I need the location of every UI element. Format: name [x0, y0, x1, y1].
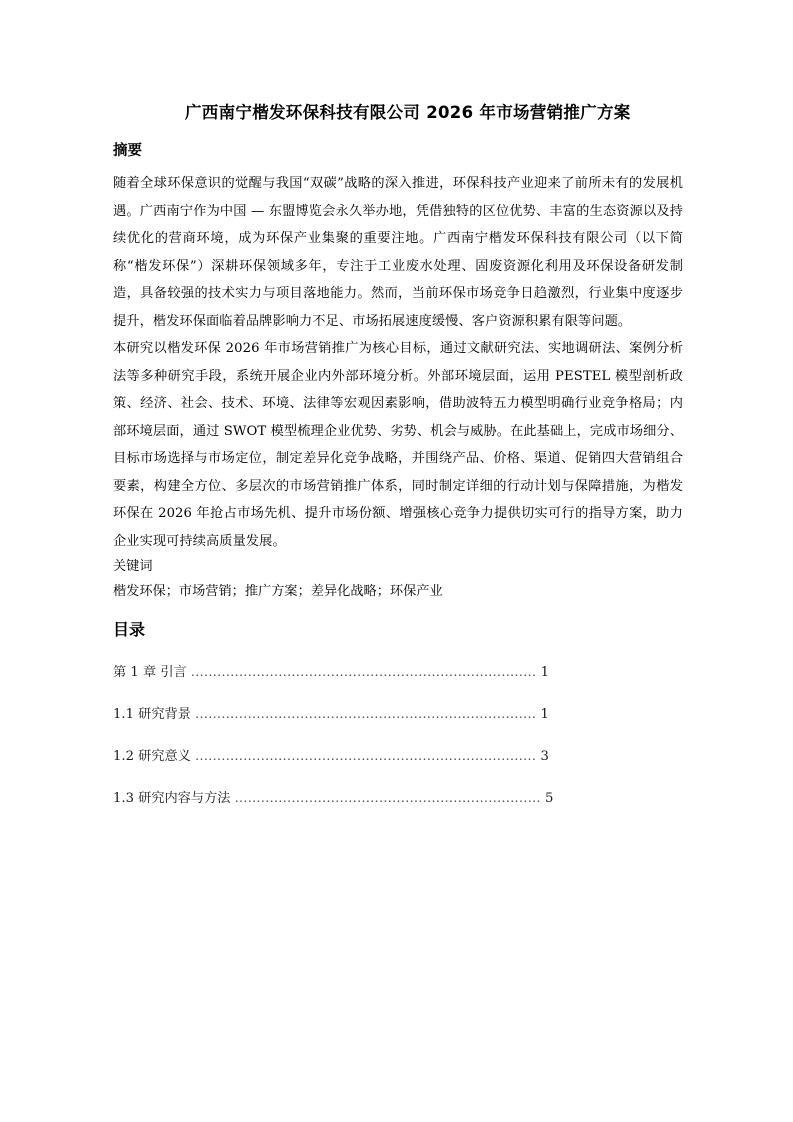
toc-entry[interactable] — [113, 735, 683, 777]
abstract-paragraph-1: 随着全球环保意识的觉醒与我国“双碳”战略的深入推进，环保科技产业迎来了前所未有的发展机遇。广西南宁作为中国 — 东盟博览会永久举办地，凭借独特的区位优势、丰富的生态资源以及持续优化的营商环境，成为环保产业集聚的重要注地。广西南宁楷发环保科技有限公司（以下简称“楷发环保”）深耕环保领域多年，专注于工业废水处理、固废资源化利用及环保设备研发制造，具备较强的技术实力与项目落地能力。然而，当前环保市场竞争日趋激烈，行业集中度逐步提升，楷发环保面临着品牌影响力不足、市场拓展速度缓慢、客户资源积累有限等问题。 — [113, 176, 683, 329]
toc-entry-label: 1.2 研究意义 — [113, 749, 191, 764]
abstract-heading: 摘要 — [113, 143, 142, 159]
toc-entry[interactable] — [113, 693, 683, 735]
toc-entry-dots: .............................................................................. — [195, 706, 537, 721]
toc-entry-page: 3 — [540, 749, 549, 764]
toc-entry-page: 1 — [540, 707, 549, 722]
toc-entry-page: 1 — [540, 665, 550, 680]
toc-entry-label: 1.3 研究内容与方法 — [113, 791, 231, 806]
toc-entry-dots: ............................................................................... — [190, 664, 537, 679]
toc-entry[interactable] — [113, 777, 683, 819]
page-title: 广西南宁楷发环保科技有限公司 2026 年市场营销推广方案 — [185, 103, 631, 122]
keywords-label: 关键词 — [113, 559, 153, 574]
toc-entry-page: 5 — [545, 791, 554, 806]
toc-entry[interactable] — [113, 651, 683, 693]
toc-list — [113, 651, 683, 819]
toc-entry-label: 1.1 研究背景 — [113, 707, 191, 722]
keywords-line: 楷发环保；市场营销；推广方案；差异化战略；环保产业 — [113, 584, 443, 599]
page-content — [113, 96, 683, 819]
toc-entry-dots: ...................................................................... — [234, 790, 541, 805]
toc-entry-label: 第 1 章 引言 — [113, 665, 187, 680]
toc-entry-dots: .............................................................................. — [195, 748, 537, 763]
toc-heading: 目录 — [113, 620, 146, 639]
abstract-paragraph-2: 本研究以楷发环保 2026 年市场营销推广为核心目标，通过文献研究法、实地调研法、案例分析法等多种研究手段，系统开展企业内外部环境分析。外部环境层面，运用 PESTEL 模型剖析政策、经济、社会、技术、环境、法律等宏观因素影响，借助波特五力模型明确行业竞争格局；内部环境层面，通过 SWOT 模型梳理企业优势、劣势、机会与威胁。在此基础上，完成市场细分、目标市场选择与市场定位，制定差异化竞争战略，并围绕产品、价格、渠道、促销四大营销组合要素，构建全方位、多层次的市场营销推广体系，同时制定详细的行动计划与保障措施，为楷发环保在 2026 年抢占市场先机、提升市场份额、增强核心竞争力提供切实可行的指导方案，助力企业实现可持续高质量发展。 — [113, 341, 683, 549]
